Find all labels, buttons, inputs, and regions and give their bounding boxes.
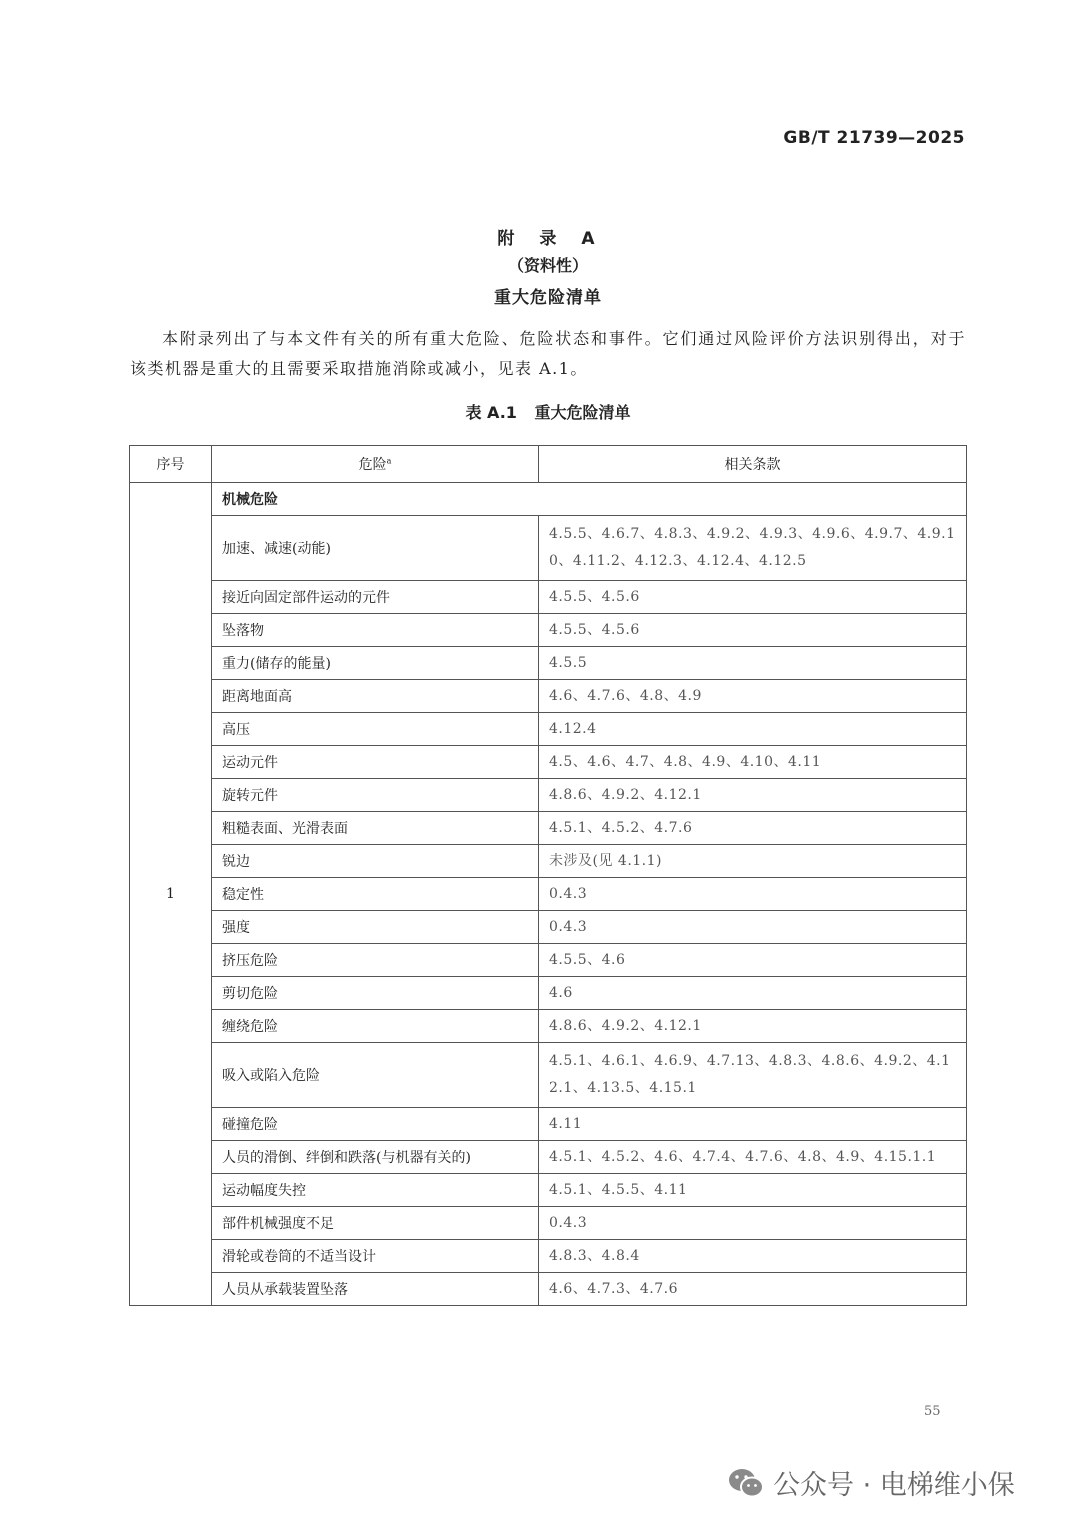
hazard-cell: 旋转元件 bbox=[212, 779, 539, 812]
hazard-cell: 部件机械强度不足 bbox=[212, 1207, 539, 1240]
hazard-cell: 重力(储存的能量) bbox=[212, 647, 539, 680]
clauses-cell: 4.5.5 bbox=[539, 647, 967, 680]
table-caption-number: 表 A.1 bbox=[465, 403, 517, 422]
clauses-cell: 4.5.1、4.6.1、4.6.9、4.7.13、4.8.3、4.8.6、4.9.2、4.12.1、4.13.5、4.15.1 bbox=[539, 1043, 967, 1108]
category-label: 机械危险 bbox=[212, 483, 967, 516]
table-row bbox=[130, 614, 967, 647]
hazard-cell: 运动元件 bbox=[212, 746, 539, 779]
clauses-cell: 0.4.3 bbox=[539, 878, 967, 911]
hazard-cell: 碰撞危险 bbox=[212, 1108, 539, 1141]
header-index: 序号 bbox=[130, 446, 212, 483]
appendix-label: 附 录 A bbox=[497, 229, 599, 249]
appendix-title: 重大危险清单 bbox=[494, 288, 602, 308]
table-row bbox=[130, 944, 967, 977]
clauses-cell: 4.5.5、4.6.7、4.8.3、4.9.2、4.9.3、4.9.6、4.9.7、4.9.10、4.11.2、4.12.3、4.12.4、4.12.5 bbox=[539, 516, 967, 581]
clauses-cell: 4.8.6、4.9.2、4.12.1 bbox=[539, 1010, 967, 1043]
table-body bbox=[130, 483, 967, 1306]
table-row bbox=[130, 713, 967, 746]
hazard-cell: 加速、减速(动能) bbox=[212, 516, 539, 581]
group-index: 1 bbox=[130, 483, 212, 1306]
clauses-cell: 4.8.6、4.9.2、4.12.1 bbox=[539, 779, 967, 812]
header-clauses: 相关条款 bbox=[539, 446, 967, 483]
table-row bbox=[130, 1174, 967, 1207]
table-row bbox=[130, 1010, 967, 1043]
table-caption-title: 重大危险清单 bbox=[534, 403, 631, 422]
table-row bbox=[130, 1043, 967, 1108]
category-row bbox=[130, 483, 967, 516]
clauses-cell: 0.4.3 bbox=[539, 1207, 967, 1240]
table-row bbox=[130, 1141, 967, 1174]
clauses-cell: 未涉及(见 4.1.1) bbox=[539, 845, 967, 878]
table-row bbox=[130, 647, 967, 680]
intro-paragraph: 本附录列出了与本文件有关的所有重大危险、危险状态和事件。它们通过风险评价方法识别得出，对于该类机器是重大的且需要采取措施消除或减小，见表 A.1。 bbox=[130, 329, 966, 378]
table-row bbox=[130, 1108, 967, 1141]
table-row bbox=[130, 779, 967, 812]
hazard-cell: 剪切危险 bbox=[212, 977, 539, 1010]
table-row bbox=[130, 1273, 967, 1306]
table-caption bbox=[0, 400, 1080, 423]
table-row bbox=[130, 1207, 967, 1240]
hazard-cell: 强度 bbox=[212, 911, 539, 944]
clauses-cell: 4.5.5、4.5.6 bbox=[539, 614, 967, 647]
appendix-nature: （资料性） bbox=[507, 256, 588, 275]
clauses-cell: 4.5.5、4.6 bbox=[539, 944, 967, 977]
watermark-text: 公众号 · 电梯维小保 bbox=[773, 1470, 1015, 1501]
watermark bbox=[727, 1463, 1015, 1502]
hazard-cell: 缠绕危险 bbox=[212, 1010, 539, 1043]
page-number: 55 bbox=[924, 1404, 941, 1419]
hazard-cell: 运动幅度失控 bbox=[212, 1174, 539, 1207]
clauses-cell: 4.12.4 bbox=[539, 713, 967, 746]
hazard-cell: 高压 bbox=[212, 713, 539, 746]
hazard-cell: 吸入或陷入危险 bbox=[212, 1043, 539, 1108]
wechat-icon bbox=[727, 1467, 765, 1499]
table-row bbox=[130, 581, 967, 614]
clauses-cell: 4.5、4.6、4.7、4.8、4.9、4.10、4.11 bbox=[539, 746, 967, 779]
hazard-cell: 滑轮或卷筒的不适当设计 bbox=[212, 1240, 539, 1273]
clauses-cell: 4.6 bbox=[539, 977, 967, 1010]
table-row bbox=[130, 911, 967, 944]
hazard-cell: 人员从承载装置坠落 bbox=[212, 1273, 539, 1306]
hazard-cell: 稳定性 bbox=[212, 878, 539, 911]
table-row bbox=[130, 845, 967, 878]
header-hazard: 危险$^a$ bbox=[212, 446, 539, 483]
standard-code: GB/T 21739—2025 bbox=[783, 128, 965, 148]
clauses-cell: 4.6、4.7.3、4.7.6 bbox=[539, 1273, 967, 1306]
table-row bbox=[130, 680, 967, 713]
clauses-cell: 4.5.1、4.5.2、4.6、4.7.4、4.7.6、4.8、4.9、4.15.1.1 bbox=[539, 1141, 967, 1174]
hazard-cell: 接近向固定部件运动的元件 bbox=[212, 581, 539, 614]
clauses-cell: 4.11 bbox=[539, 1108, 967, 1141]
table-row bbox=[130, 812, 967, 845]
hazard-table bbox=[129, 445, 967, 1306]
hazard-cell: 锐边 bbox=[212, 845, 539, 878]
hazard-cell: 坠落物 bbox=[212, 614, 539, 647]
hazard-cell: 人员的滑倒、绊倒和跌落(与机器有关的) bbox=[212, 1141, 539, 1174]
hazard-footnote-mark: a bbox=[386, 456, 392, 466]
hazard-cell: 距离地面高 bbox=[212, 680, 539, 713]
clauses-cell: 0.4.3 bbox=[539, 911, 967, 944]
clauses-cell: 4.5.1、4.5.2、4.7.6 bbox=[539, 812, 967, 845]
clauses-cell: 4.5.1、4.5.5、4.11 bbox=[539, 1174, 967, 1207]
clauses-cell: 4.5.5、4.5.6 bbox=[539, 581, 967, 614]
table-row bbox=[130, 977, 967, 1010]
table-row bbox=[130, 746, 967, 779]
clauses-cell: 4.8.3、4.8.4 bbox=[539, 1240, 967, 1273]
table-row bbox=[130, 1240, 967, 1273]
table-row bbox=[130, 516, 967, 581]
table-header-row bbox=[130, 446, 967, 483]
clauses-cell: 4.6、4.7.6、4.8、4.9 bbox=[539, 680, 967, 713]
table-row bbox=[130, 878, 967, 911]
hazard-cell: 挤压危险 bbox=[212, 944, 539, 977]
hazard-cell: 粗糙表面、光滑表面 bbox=[212, 812, 539, 845]
